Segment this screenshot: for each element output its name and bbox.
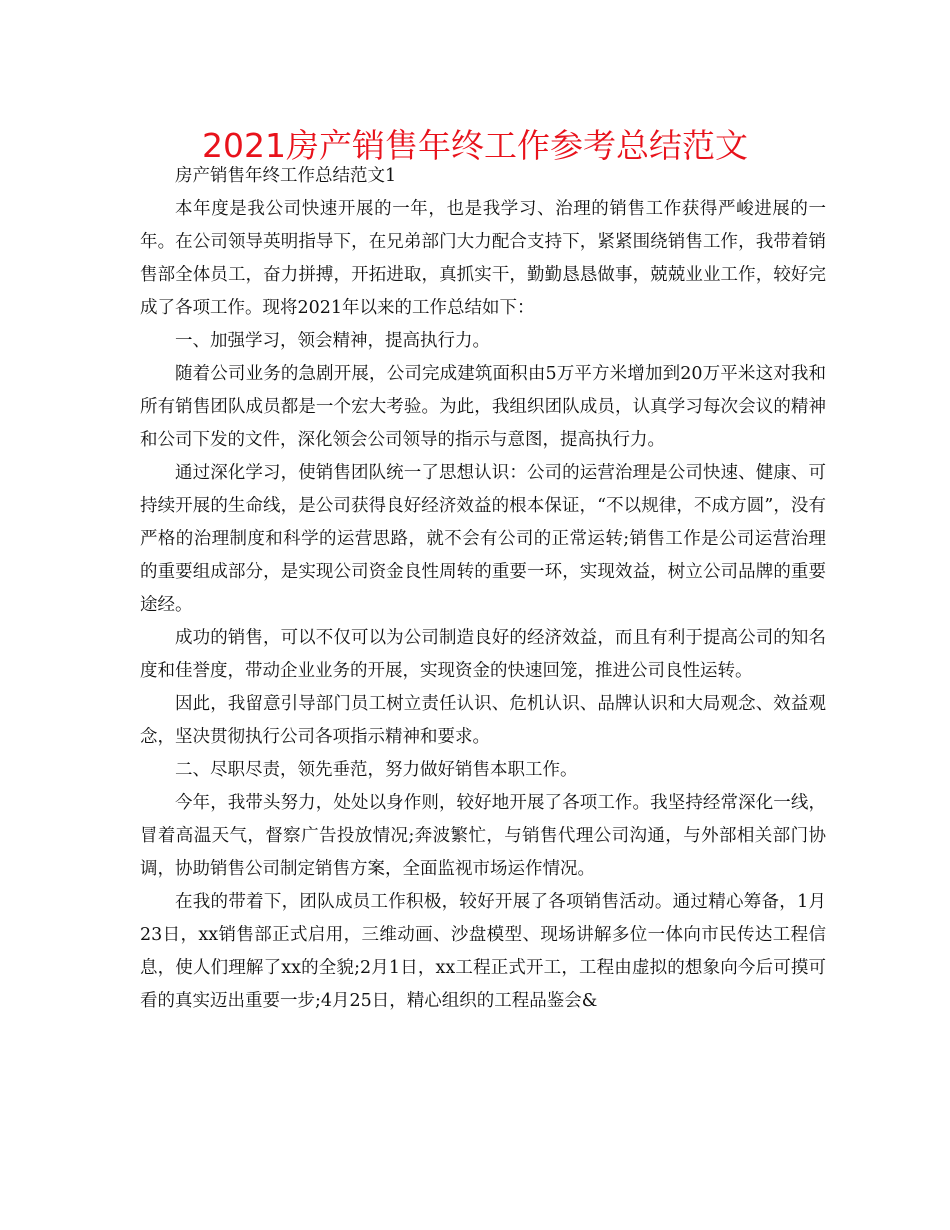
subtitle-paragraph: 房产销售年终工作总结范文1	[175, 166, 397, 186]
body-paragraph: 本年度是我公司快速开展的一年，也是我学习、治理的销售工作获得严峻进展的一年。在公司领导英明指导下，在兄弟部门大力配合支持下，紧紧围绕销售工作，我带着销售部全体员工，奋力拼搏，开拓进取，真抓实干，勤勤恳恳做事，兢兢业业工作，较好完成了各项工作。现将2021年以来的工作总结如下：	[140, 199, 826, 318]
body-paragraph: 今年，我带头努力，处处以身作则，较好地开展了各项工作。我坚持经常深化一线，冒着高温天气，督察广告投放情况;奔波繁忙，与销售代理公司沟通，与外部相关部门协调，协助销售公司制定销售方案，全面监视市场运作情况。	[140, 793, 826, 879]
body-paragraph: 通过深化学习，使销售团队统一了思想认识：公司的运营治理是公司快速、健康、可持续开展的生命线，是公司获得良好经济效益的根本保证，“不以规律，不成方圆”，没有严格的治理制度和科学的运营思路，就不会有公司的正常运转;销售工作是公司运营治理的重要组成部分，是实现公司资金良性周转的重要一环，实现效益，树立公司品牌的重要途经。	[140, 463, 826, 615]
body-paragraph: 随着公司业务的急剧开展，公司完成建筑面积由5万平方米增加到20万平米这对我和所有销售团队成员都是一个宏大考验。为此，我组织团队成员，认真学习每次会议的精神和公司下发的文件，深化领会公司领导的指示与意图，提高执行力。	[140, 364, 826, 450]
body-paragraph: 因此，我留意引导部门员工树立责任认识、危机认识、品牌认识和大局观念、效益观念，坚决贯彻执行公司各项指示精神和要求。	[140, 694, 826, 747]
section-heading: 一、加强学习，领会精神，提高执行力。	[175, 331, 490, 351]
body-paragraph: 成功的销售，可以不仅可以为公司制造良好的经济效益，而且有利于提高公司的知名度和佳誉度，带动企业业务的开展，实现资金的快速回笼，推进公司良性运转。	[140, 628, 826, 681]
body-paragraph: 在我的带着下，团队成员工作积极，较好开展了各项销售活动。通过精心筹备，1月23日，xx销售部正式启用，三维动画、沙盘模型、现场讲解多位一体向市民传达工程信息，使人们理解了xx的全貌;2月1日，xx工程正式开工，工程由虚拟的想象向今后可摸可看的真实迈出重要一步;4月25日，精心组织的工程品鉴会&	[140, 892, 826, 1011]
document-body	[140, 160, 826, 1018]
section-heading: 二、尽职尽责，领先垂范，努力做好销售本职工作。	[175, 760, 578, 780]
document-title: 2021房产销售年终工作参考总结范文	[202, 126, 748, 165]
